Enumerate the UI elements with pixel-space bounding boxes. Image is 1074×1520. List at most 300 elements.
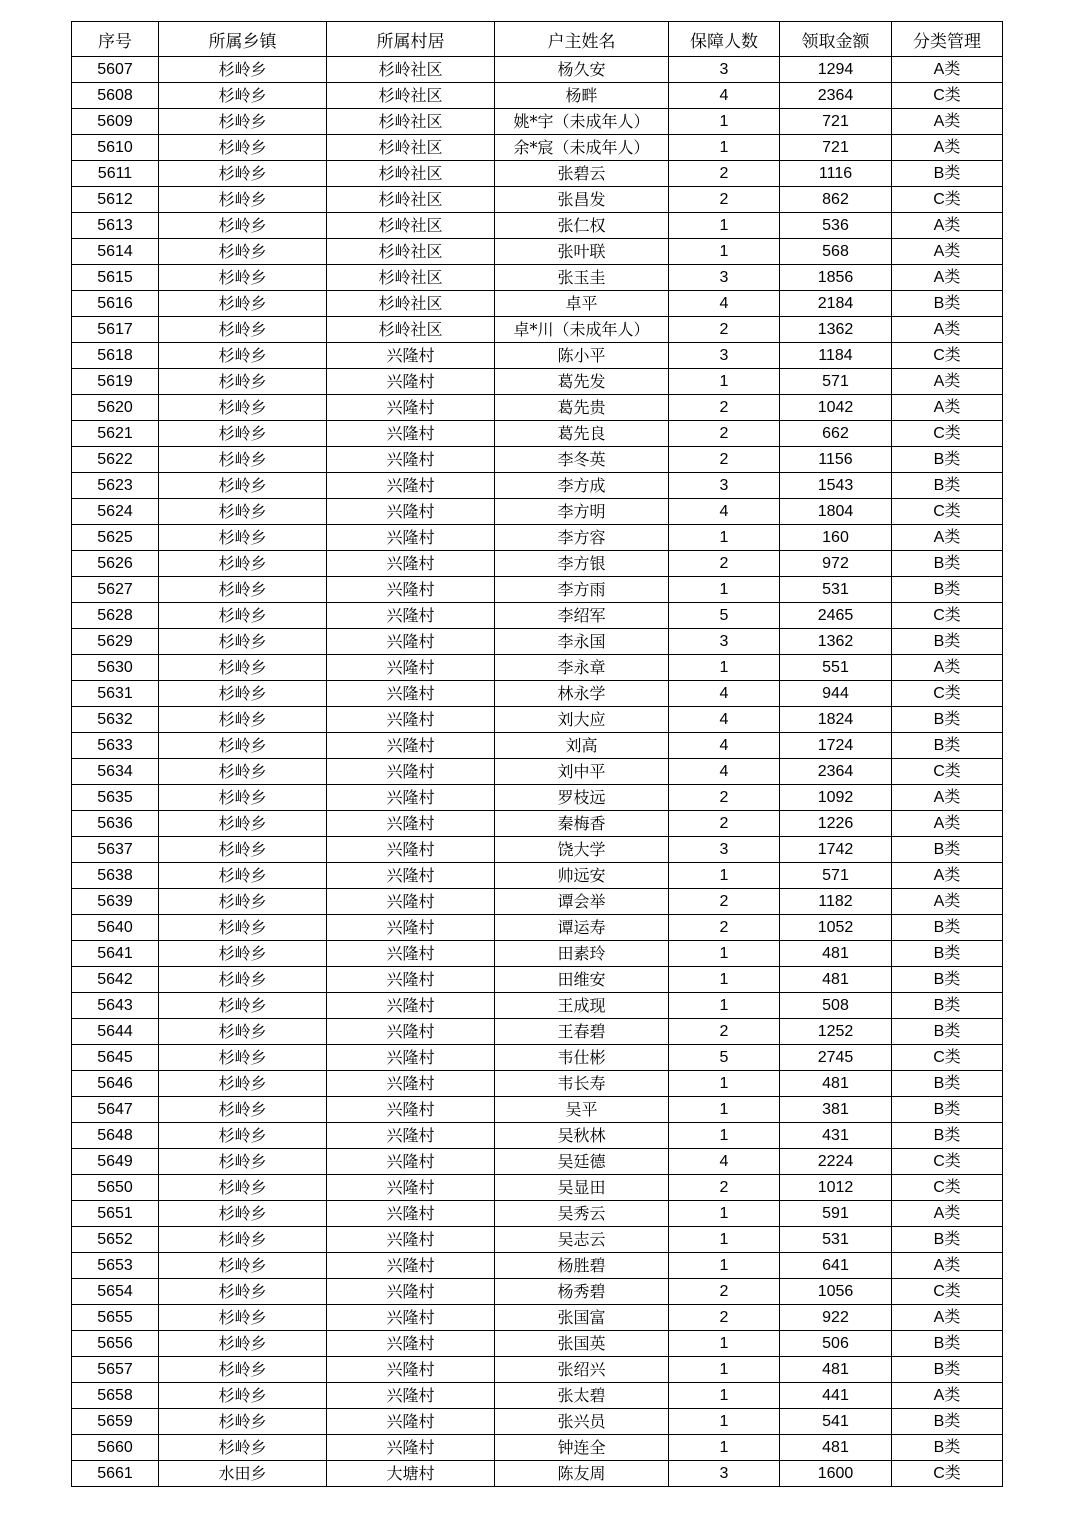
cell-category: C类 (892, 759, 1003, 785)
cell-township: 杉岭乡 (159, 967, 327, 993)
table-row (72, 1305, 1003, 1331)
cell-amount: 2745 (780, 1045, 892, 1071)
cell-householder-name: 李永国 (495, 629, 669, 655)
table-row (72, 395, 1003, 421)
cell-serial-number: 5628 (72, 603, 159, 629)
cell-serial-number: 5625 (72, 525, 159, 551)
cell-householder-name: 秦梅香 (495, 811, 669, 837)
cell-covered-persons: 2 (669, 811, 780, 837)
table-row (72, 993, 1003, 1019)
cell-category: C类 (892, 681, 1003, 707)
cell-amount: 541 (780, 1409, 892, 1435)
cell-amount: 1856 (780, 265, 892, 291)
cell-township: 杉岭乡 (159, 1357, 327, 1383)
cell-serial-number: 5659 (72, 1409, 159, 1435)
table-row (72, 759, 1003, 785)
cell-amount: 481 (780, 941, 892, 967)
cell-category: A类 (892, 889, 1003, 915)
cell-category: C类 (892, 187, 1003, 213)
table-row (72, 603, 1003, 629)
cell-village: 兴隆村 (327, 1305, 495, 1331)
cell-village: 杉岭社区 (327, 57, 495, 83)
cell-serial-number: 5632 (72, 707, 159, 733)
table-row (72, 239, 1003, 265)
cell-township: 杉岭乡 (159, 681, 327, 707)
cell-householder-name: 韦仕彬 (495, 1045, 669, 1071)
cell-covered-persons: 2 (669, 551, 780, 577)
cell-village: 兴隆村 (327, 1279, 495, 1305)
cell-covered-persons: 2 (669, 1279, 780, 1305)
cell-serial-number: 5651 (72, 1201, 159, 1227)
table-row (72, 1019, 1003, 1045)
cell-township: 杉岭乡 (159, 187, 327, 213)
table-row (72, 161, 1003, 187)
cell-serial-number: 5649 (72, 1149, 159, 1175)
table-row (72, 941, 1003, 967)
table-row (72, 213, 1003, 239)
cell-village: 杉岭社区 (327, 161, 495, 187)
cell-township: 杉岭乡 (159, 1045, 327, 1071)
cell-village: 兴隆村 (327, 785, 495, 811)
cell-householder-name: 李冬英 (495, 447, 669, 473)
cell-township: 杉岭乡 (159, 1279, 327, 1305)
cell-township: 杉岭乡 (159, 1019, 327, 1045)
cell-category: C类 (892, 1149, 1003, 1175)
table-row (72, 733, 1003, 759)
table-row (72, 577, 1003, 603)
cell-village: 兴隆村 (327, 421, 495, 447)
cell-covered-persons: 1 (669, 863, 780, 889)
table-row (72, 655, 1003, 681)
cell-category: A类 (892, 525, 1003, 551)
cell-householder-name: 钟连全 (495, 1435, 669, 1461)
table-row (72, 967, 1003, 993)
cell-amount: 721 (780, 109, 892, 135)
cell-amount: 2465 (780, 603, 892, 629)
cell-amount: 508 (780, 993, 892, 1019)
cell-village: 兴隆村 (327, 681, 495, 707)
cell-amount: 531 (780, 1227, 892, 1253)
cell-village: 兴隆村 (327, 447, 495, 473)
cell-township: 杉岭乡 (159, 915, 327, 941)
cell-township: 杉岭乡 (159, 317, 327, 343)
cell-amount: 2364 (780, 759, 892, 785)
cell-category: C类 (892, 1175, 1003, 1201)
cell-amount: 551 (780, 655, 892, 681)
table-row (72, 1279, 1003, 1305)
cell-covered-persons: 1 (669, 1123, 780, 1149)
table-row (72, 863, 1003, 889)
cell-covered-persons: 4 (669, 707, 780, 733)
cell-amount: 1362 (780, 629, 892, 655)
cell-serial-number: 5660 (72, 1435, 159, 1461)
cell-covered-persons: 1 (669, 109, 780, 135)
cell-amount: 2184 (780, 291, 892, 317)
cell-category: B类 (892, 1357, 1003, 1383)
cell-category: A类 (892, 785, 1003, 811)
cell-serial-number: 5620 (72, 395, 159, 421)
cell-covered-persons: 2 (669, 421, 780, 447)
cell-covered-persons: 1 (669, 941, 780, 967)
cell-covered-persons: 3 (669, 837, 780, 863)
header-row (72, 22, 1003, 57)
cell-amount: 481 (780, 1071, 892, 1097)
cell-serial-number: 5655 (72, 1305, 159, 1331)
cell-village: 杉岭社区 (327, 317, 495, 343)
cell-serial-number: 5631 (72, 681, 159, 707)
cell-village: 兴隆村 (327, 551, 495, 577)
cell-covered-persons: 3 (669, 473, 780, 499)
cell-village: 兴隆村 (327, 499, 495, 525)
cell-covered-persons: 1 (669, 1435, 780, 1461)
cell-covered-persons: 2 (669, 1305, 780, 1331)
cell-category: B类 (892, 941, 1003, 967)
cell-township: 杉岭乡 (159, 577, 327, 603)
cell-householder-name: 刘中平 (495, 759, 669, 785)
cell-amount: 1742 (780, 837, 892, 863)
cell-covered-persons: 3 (669, 343, 780, 369)
table-row (72, 135, 1003, 161)
cell-serial-number: 5607 (72, 57, 159, 83)
cell-covered-persons: 1 (669, 1227, 780, 1253)
cell-township: 杉岭乡 (159, 1149, 327, 1175)
cell-village: 兴隆村 (327, 889, 495, 915)
cell-covered-persons: 1 (669, 1383, 780, 1409)
header-serial-number: 序号 (72, 22, 159, 57)
cell-category: A类 (892, 369, 1003, 395)
cell-village: 兴隆村 (327, 915, 495, 941)
cell-category: A类 (892, 109, 1003, 135)
table-row (72, 1123, 1003, 1149)
cell-serial-number: 5650 (72, 1175, 159, 1201)
cell-village: 兴隆村 (327, 1331, 495, 1357)
cell-village: 兴隆村 (327, 759, 495, 785)
cell-serial-number: 5637 (72, 837, 159, 863)
cell-village: 兴隆村 (327, 473, 495, 499)
cell-covered-persons: 1 (669, 213, 780, 239)
cell-covered-persons: 1 (669, 239, 780, 265)
cell-township: 杉岭乡 (159, 785, 327, 811)
cell-covered-persons: 4 (669, 499, 780, 525)
cell-township: 杉岭乡 (159, 369, 327, 395)
cell-amount: 1600 (780, 1461, 892, 1487)
cell-serial-number: 5624 (72, 499, 159, 525)
cell-category: C类 (892, 421, 1003, 447)
cell-category: B类 (892, 1097, 1003, 1123)
cell-serial-number: 5636 (72, 811, 159, 837)
table-row (72, 57, 1003, 83)
cell-covered-persons: 1 (669, 1331, 780, 1357)
cell-covered-persons: 5 (669, 603, 780, 629)
cell-village: 兴隆村 (327, 1149, 495, 1175)
cell-householder-name: 葛先良 (495, 421, 669, 447)
table-row (72, 109, 1003, 135)
cell-category: A类 (892, 1383, 1003, 1409)
cell-township: 水田乡 (159, 1461, 327, 1487)
cell-householder-name: 张绍兴 (495, 1357, 669, 1383)
cell-amount: 381 (780, 1097, 892, 1123)
cell-category: B类 (892, 993, 1003, 1019)
cell-amount: 481 (780, 1357, 892, 1383)
cell-village: 兴隆村 (327, 1097, 495, 1123)
cell-category: C类 (892, 603, 1003, 629)
cell-householder-name: 张仁权 (495, 213, 669, 239)
cell-village: 兴隆村 (327, 655, 495, 681)
cell-township: 杉岭乡 (159, 733, 327, 759)
table-row (72, 1201, 1003, 1227)
cell-township: 杉岭乡 (159, 421, 327, 447)
cell-householder-name: 姚*宇（未成年人） (495, 109, 669, 135)
cell-category: B类 (892, 707, 1003, 733)
cell-serial-number: 5641 (72, 941, 159, 967)
cell-serial-number: 5622 (72, 447, 159, 473)
cell-covered-persons: 1 (669, 1409, 780, 1435)
cell-amount: 1156 (780, 447, 892, 473)
cell-householder-name: 张玉圭 (495, 265, 669, 291)
cell-serial-number: 5634 (72, 759, 159, 785)
cell-covered-persons: 3 (669, 57, 780, 83)
cell-covered-persons: 4 (669, 291, 780, 317)
cell-householder-name: 李方雨 (495, 577, 669, 603)
cell-category: B类 (892, 1123, 1003, 1149)
cell-category: B类 (892, 1227, 1003, 1253)
cell-category: B类 (892, 629, 1003, 655)
cell-covered-persons: 2 (669, 395, 780, 421)
cell-township: 杉岭乡 (159, 213, 327, 239)
cell-covered-persons: 4 (669, 83, 780, 109)
cell-amount: 1012 (780, 1175, 892, 1201)
cell-amount: 506 (780, 1331, 892, 1357)
cell-category: A类 (892, 317, 1003, 343)
table-row (72, 1227, 1003, 1253)
cell-village: 大塘村 (327, 1461, 495, 1487)
cell-village: 兴隆村 (327, 1175, 495, 1201)
cell-covered-persons: 1 (669, 525, 780, 551)
cell-township: 杉岭乡 (159, 811, 327, 837)
cell-householder-name: 卓平 (495, 291, 669, 317)
cell-village: 兴隆村 (327, 1045, 495, 1071)
cell-amount: 944 (780, 681, 892, 707)
table-row (72, 811, 1003, 837)
cell-amount: 2224 (780, 1149, 892, 1175)
table-row (72, 1097, 1003, 1123)
cell-serial-number: 5639 (72, 889, 159, 915)
cell-householder-name: 罗枝远 (495, 785, 669, 811)
cell-amount: 536 (780, 213, 892, 239)
cell-township: 杉岭乡 (159, 239, 327, 265)
cell-amount: 1804 (780, 499, 892, 525)
cell-category: A类 (892, 1253, 1003, 1279)
cell-township: 杉岭乡 (159, 1123, 327, 1149)
table-row (72, 1253, 1003, 1279)
cell-covered-persons: 4 (669, 733, 780, 759)
cell-amount: 1362 (780, 317, 892, 343)
cell-township: 杉岭乡 (159, 1435, 327, 1461)
cell-covered-persons: 4 (669, 759, 780, 785)
cell-township: 杉岭乡 (159, 655, 327, 681)
cell-amount: 568 (780, 239, 892, 265)
cell-amount: 481 (780, 967, 892, 993)
cell-category: A类 (892, 57, 1003, 83)
cell-serial-number: 5633 (72, 733, 159, 759)
cell-covered-persons: 4 (669, 681, 780, 707)
cell-householder-name: 谭会举 (495, 889, 669, 915)
cell-village: 兴隆村 (327, 1357, 495, 1383)
cell-householder-name: 帅远安 (495, 863, 669, 889)
cell-householder-name: 张太碧 (495, 1383, 669, 1409)
cell-amount: 531 (780, 577, 892, 603)
cell-householder-name: 李方成 (495, 473, 669, 499)
cell-township: 杉岭乡 (159, 889, 327, 915)
table-row (72, 1461, 1003, 1487)
cell-covered-persons: 2 (669, 317, 780, 343)
cell-village: 兴隆村 (327, 941, 495, 967)
cell-householder-name: 张昌发 (495, 187, 669, 213)
table-row (72, 681, 1003, 707)
table-row (72, 1045, 1003, 1071)
cell-covered-persons: 1 (669, 993, 780, 1019)
cell-village: 杉岭社区 (327, 291, 495, 317)
cell-village: 兴隆村 (327, 1409, 495, 1435)
cell-amount: 1543 (780, 473, 892, 499)
cell-householder-name: 田素玲 (495, 941, 669, 967)
cell-householder-name: 杨久安 (495, 57, 669, 83)
cell-householder-name: 余*宸（未成年人） (495, 135, 669, 161)
cell-amount: 481 (780, 1435, 892, 1461)
cell-householder-name: 王春碧 (495, 1019, 669, 1045)
cell-category: B类 (892, 1409, 1003, 1435)
cell-serial-number: 5656 (72, 1331, 159, 1357)
cell-serial-number: 5617 (72, 317, 159, 343)
table-row (72, 915, 1003, 941)
cell-amount: 1042 (780, 395, 892, 421)
header-category: 分类管理 (892, 22, 1003, 57)
cell-serial-number: 5613 (72, 213, 159, 239)
cell-householder-name: 王成现 (495, 993, 669, 1019)
table-row (72, 187, 1003, 213)
cell-village: 兴隆村 (327, 1435, 495, 1461)
cell-category: A类 (892, 811, 1003, 837)
cell-serial-number: 5626 (72, 551, 159, 577)
cell-householder-name: 陈小平 (495, 343, 669, 369)
cell-village: 杉岭社区 (327, 265, 495, 291)
cell-covered-persons: 2 (669, 1019, 780, 1045)
cell-serial-number: 5640 (72, 915, 159, 941)
cell-village: 兴隆村 (327, 369, 495, 395)
cell-township: 杉岭乡 (159, 83, 327, 109)
cell-serial-number: 5644 (72, 1019, 159, 1045)
cell-village: 兴隆村 (327, 343, 495, 369)
cell-serial-number: 5647 (72, 1097, 159, 1123)
header-amount: 领取金额 (780, 22, 892, 57)
cell-serial-number: 5645 (72, 1045, 159, 1071)
cell-township: 杉岭乡 (159, 161, 327, 187)
cell-householder-name: 张碧云 (495, 161, 669, 187)
cell-category: A类 (892, 213, 1003, 239)
cell-covered-persons: 2 (669, 915, 780, 941)
cell-serial-number: 5621 (72, 421, 159, 447)
cell-covered-persons: 1 (669, 1253, 780, 1279)
cell-category: B类 (892, 577, 1003, 603)
cell-village: 兴隆村 (327, 1019, 495, 1045)
cell-serial-number: 5652 (72, 1227, 159, 1253)
cell-serial-number: 5658 (72, 1383, 159, 1409)
table-row (72, 837, 1003, 863)
cell-township: 杉岭乡 (159, 759, 327, 785)
cell-covered-persons: 1 (669, 1071, 780, 1097)
cell-township: 杉岭乡 (159, 1383, 327, 1409)
table-row (72, 317, 1003, 343)
cell-amount: 721 (780, 135, 892, 161)
cell-category: A类 (892, 655, 1003, 681)
cell-covered-persons: 1 (669, 369, 780, 395)
cell-covered-persons: 2 (669, 785, 780, 811)
cell-village: 兴隆村 (327, 1383, 495, 1409)
cell-householder-name: 张叶联 (495, 239, 669, 265)
cell-householder-name: 陈友周 (495, 1461, 669, 1487)
cell-householder-name: 李永章 (495, 655, 669, 681)
cell-category: B类 (892, 837, 1003, 863)
cell-covered-persons: 2 (669, 889, 780, 915)
table-row (72, 291, 1003, 317)
table-row (72, 629, 1003, 655)
cell-township: 杉岭乡 (159, 1175, 327, 1201)
cell-serial-number: 5630 (72, 655, 159, 681)
cell-category: C类 (892, 499, 1003, 525)
cell-covered-persons: 2 (669, 161, 780, 187)
cell-category: A类 (892, 863, 1003, 889)
table-row (72, 447, 1003, 473)
table-row (72, 1149, 1003, 1175)
cell-category: B类 (892, 161, 1003, 187)
cell-amount: 1056 (780, 1279, 892, 1305)
cell-amount: 1724 (780, 733, 892, 759)
cell-serial-number: 5635 (72, 785, 159, 811)
cell-amount: 662 (780, 421, 892, 447)
cell-householder-name: 刘大应 (495, 707, 669, 733)
table-row (72, 265, 1003, 291)
cell-serial-number: 5618 (72, 343, 159, 369)
cell-township: 杉岭乡 (159, 1331, 327, 1357)
cell-householder-name: 饶大学 (495, 837, 669, 863)
cell-householder-name: 吴志云 (495, 1227, 669, 1253)
table-row (72, 83, 1003, 109)
cell-householder-name: 葛先发 (495, 369, 669, 395)
table-row (72, 369, 1003, 395)
cell-householder-name: 刘高 (495, 733, 669, 759)
table-row (72, 473, 1003, 499)
cell-serial-number: 5612 (72, 187, 159, 213)
cell-township: 杉岭乡 (159, 993, 327, 1019)
cell-serial-number: 5619 (72, 369, 159, 395)
cell-township: 杉岭乡 (159, 447, 327, 473)
cell-serial-number: 5638 (72, 863, 159, 889)
cell-serial-number: 5615 (72, 265, 159, 291)
cell-township: 杉岭乡 (159, 291, 327, 317)
cell-covered-persons: 1 (669, 967, 780, 993)
cell-covered-persons: 2 (669, 187, 780, 213)
cell-village: 兴隆村 (327, 967, 495, 993)
cell-covered-persons: 3 (669, 265, 780, 291)
cell-householder-name: 张兴员 (495, 1409, 669, 1435)
cell-serial-number: 5623 (72, 473, 159, 499)
cell-category: A类 (892, 395, 1003, 421)
table-row (72, 1409, 1003, 1435)
cell-category: A类 (892, 239, 1003, 265)
cell-village: 兴隆村 (327, 1071, 495, 1097)
cell-covered-persons: 4 (669, 1149, 780, 1175)
cell-township: 杉岭乡 (159, 135, 327, 161)
